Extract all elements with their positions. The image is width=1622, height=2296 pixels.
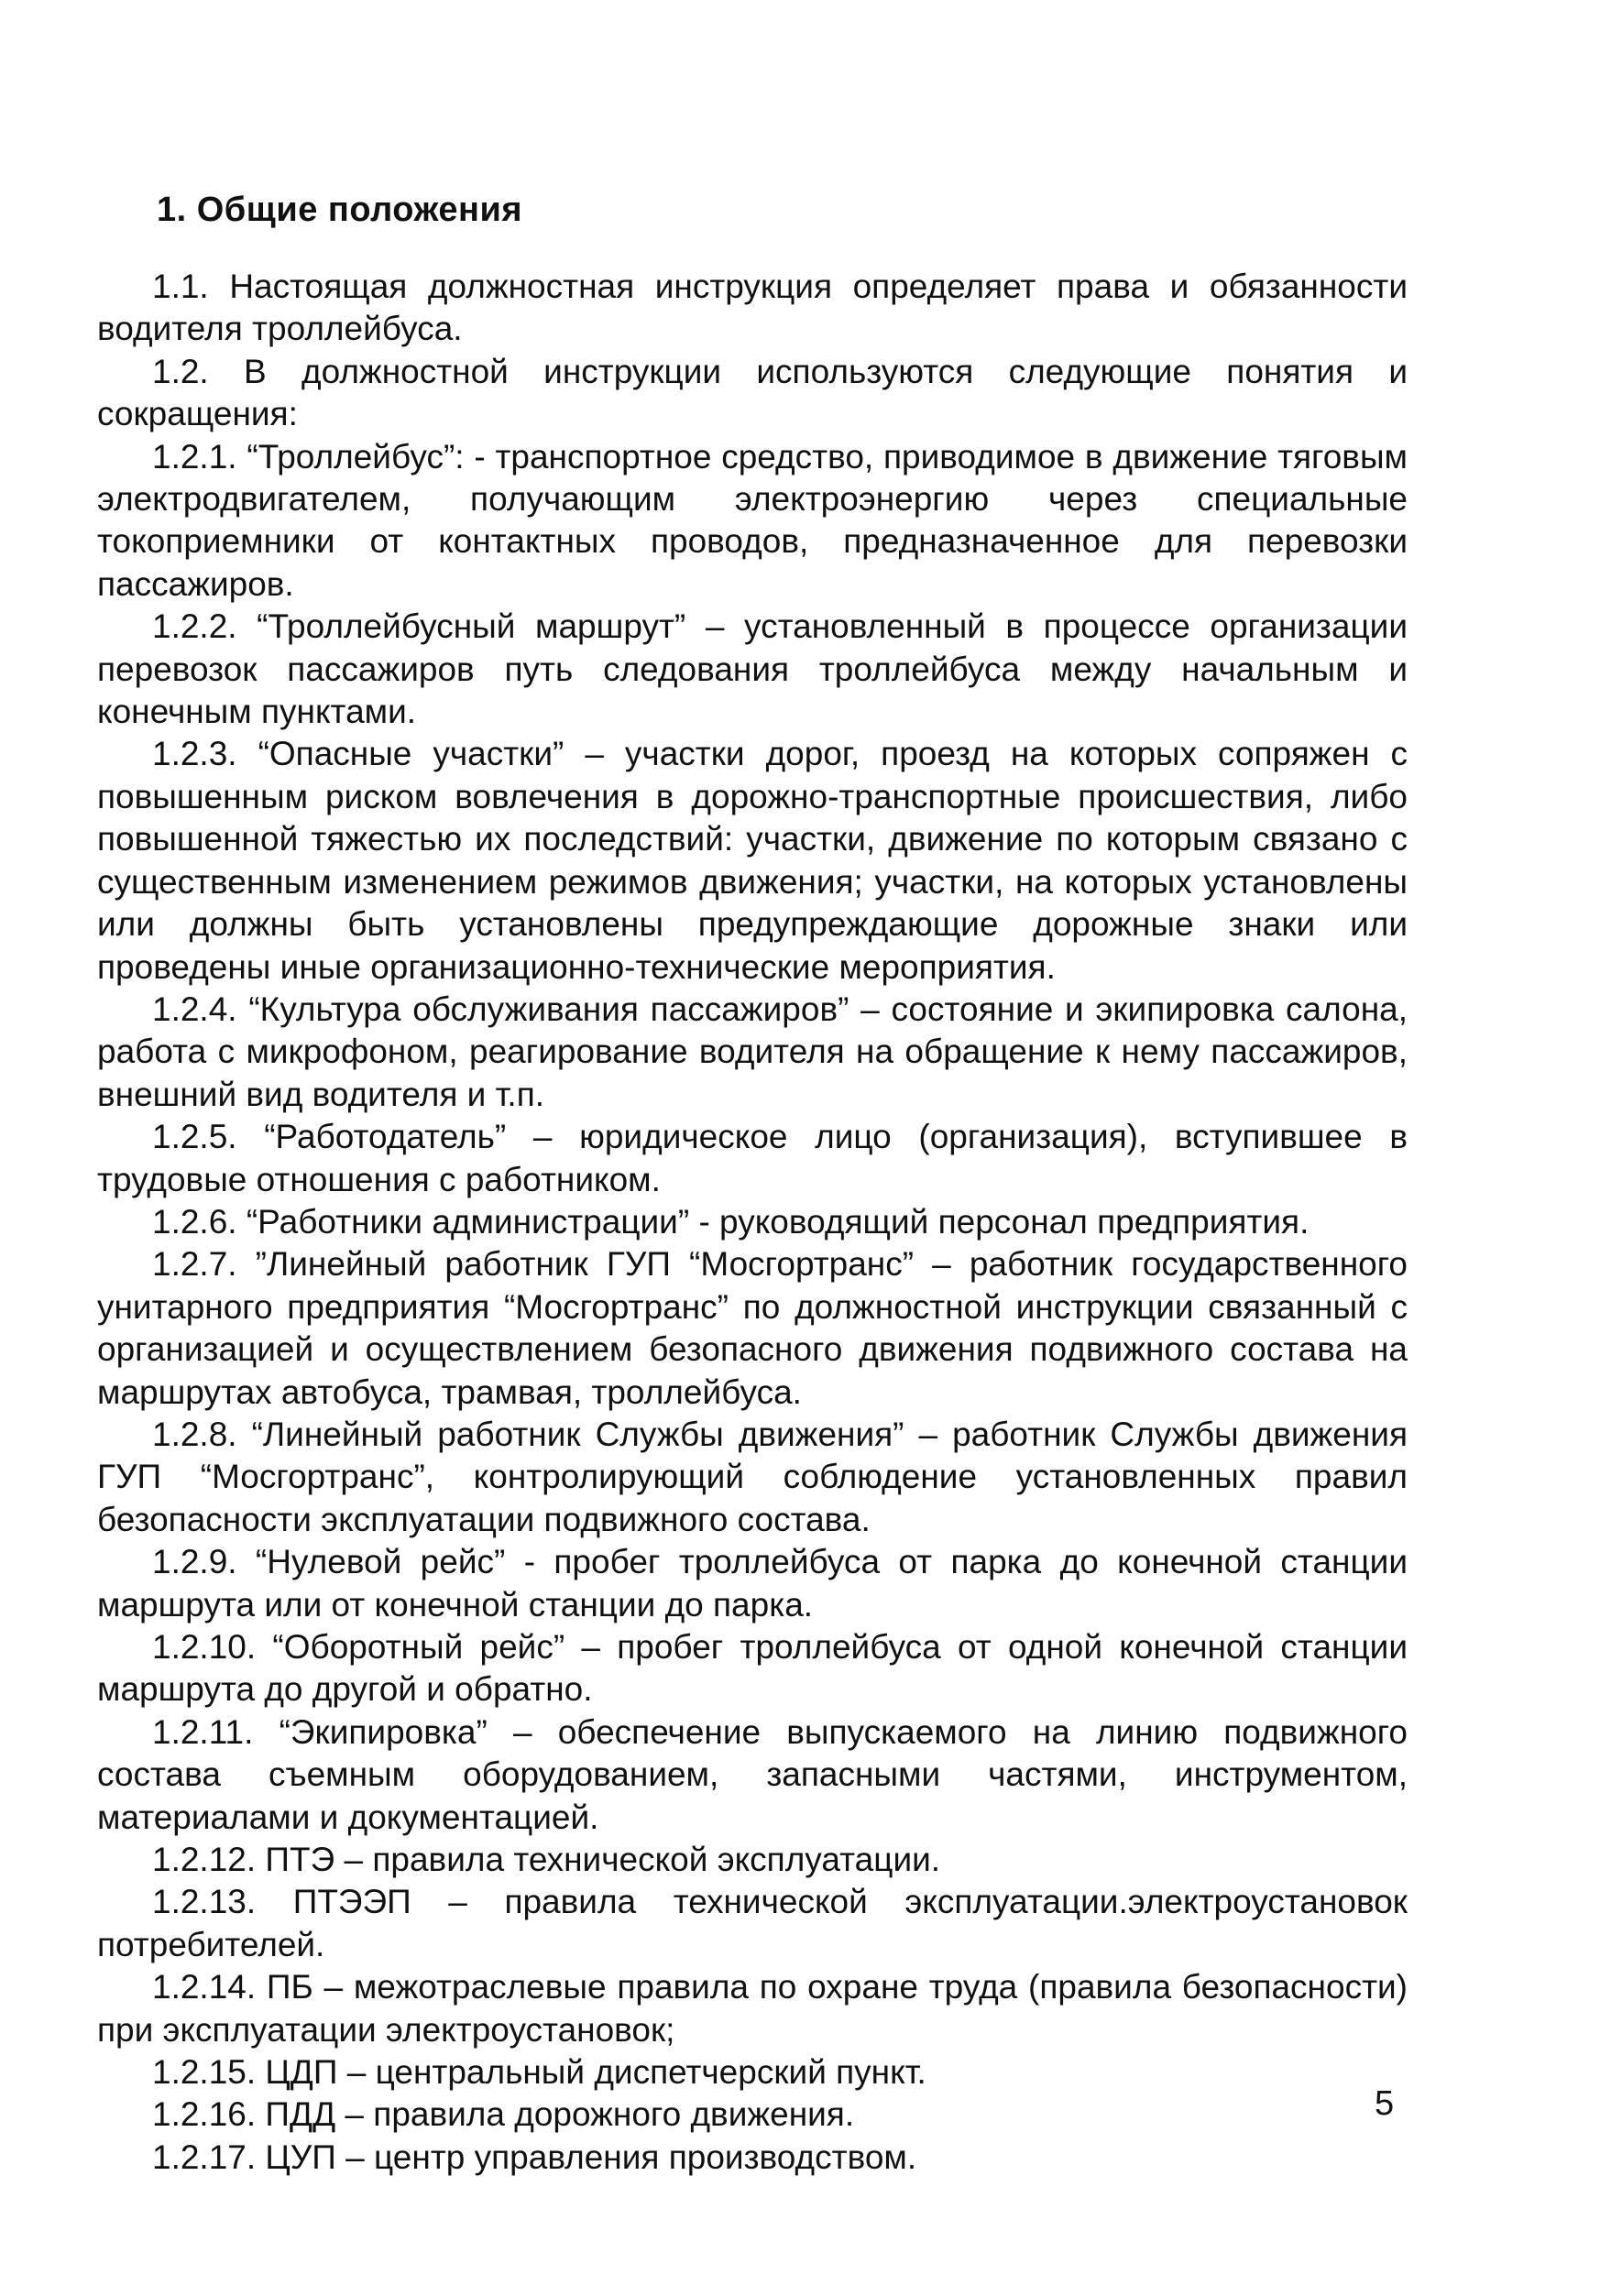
paragraph-1-2-14: 1.2.14. ПБ – межотраслевые правила по охране труда (правила безопасности) при эксплуатации электроустановок; [97,1968,1408,2049]
paragraph-1-2-3: 1.2.3. “Опасные участки” – участки дорог, проезд на которых сопряжен с повышенным риском вовлечения в дорожно-транспортные происшествия, либо повышенной тяжестью их последствий: участки, движение по которым связано с существенным изменением режимов движения; участки, на которых установлены или должны быть установлены предупреждающие дорожные знаки или проведены иные организационно-технические мероприятия. [97,735,1408,986]
paragraph-1-2-9: 1.2.9. “Нулевой рейс” - пробег троллейбуса от парка до конечной станции маршрута или от конечной станции до парка. [97,1543,1408,1624]
paragraph-1-2-5: 1.2.5. “Работодатель” – юридическое лицо (организация), вступившее в трудовые отношения с работником. [97,1118,1408,1198]
paragraph-1-2-13: 1.2.13. ПТЭЭП – правила технической эксплуатации.электроустановок потребителей. [97,1883,1408,1963]
document-body [97,266,1408,2179]
paragraph-1-2-11: 1.2.11. “Экипировка” – обеспечение выпускаемого на линию подвижного состава съемным оборудованием, запасными частями, инструментом, материалами и документацией. [97,1712,1408,1836]
paragraph-1-2-6: 1.2.6. “Работники администрации” - руководящий персонал предприятия. [152,1202,1310,1241]
paragraph-1-2-8: 1.2.8. “Линейный работник Службы движения” – работник Службы движения ГУП “Мосгортранс”, контролирующий соблюдение установленных правил безопасности эксплуатации подвижного состава. [97,1415,1408,1538]
paragraph-1-2-16: 1.2.16. ПДД – правила дорожного движения. [152,2095,855,2134]
paragraph-1-2-1: 1.2.1. “Троллейбус”: - транспортное средство, приводимое в движение тяговым электродвигателем, получающим электроэнергию через специальные токоприемники от контактных проводов, предназначенное для перевозки пассажиров. [97,437,1408,603]
page-number: 5 [1375,2084,1395,2123]
paragraph-1-2-15: 1.2.15. ЦДП – центральный диспетчерский пункт. [152,2053,926,2092]
paragraph-1-2-17: 1.2.17. ЦУП – центр управления производством. [152,2137,917,2176]
paragraph-1-2-12: 1.2.12. ПТЭ – правила технической эксплуатации. [152,1841,941,1879]
paragraph-1-1: 1.1. Настоящая должностная инструкция определяет права и обязанности водителя троллейбуса. [97,268,1408,348]
paragraph-1-2-4: 1.2.4. “Культура обслуживания пассажиров” – состояние и экипировка салона, работа с микрофоном, реагирование водителя на обращение к нему пассажиров, внешний вид водителя и т.п. [97,989,1408,1113]
paragraph-1-2-2: 1.2.2. “Троллейбусный маршрут” – установленный в процессе организации перевозок пассажиров путь следования троллейбуса между начальным и конечным пунктами. [97,607,1408,731]
paragraph-1-2: 1.2. В должностной инструкции используются следующие понятия и сокращения: [97,352,1408,433]
paragraph-1-2-7: 1.2.7. ”Линейный работник ГУП “Мосгортранс” – работник государственного унитарного предприятия “Мосгортранс” по должностной инструкции связанный с организацией и осуществлением безопасного движения подвижного состава на маршрутах автобуса, трамвая, троллейбуса. [97,1245,1408,1411]
section-title: 1. Общие положения [157,191,523,229]
paragraph-1-2-10: 1.2.10. “Оборотный рейс” – пробег троллейбуса от одной конечной станции маршрута до другой и обратно. [97,1628,1408,1709]
